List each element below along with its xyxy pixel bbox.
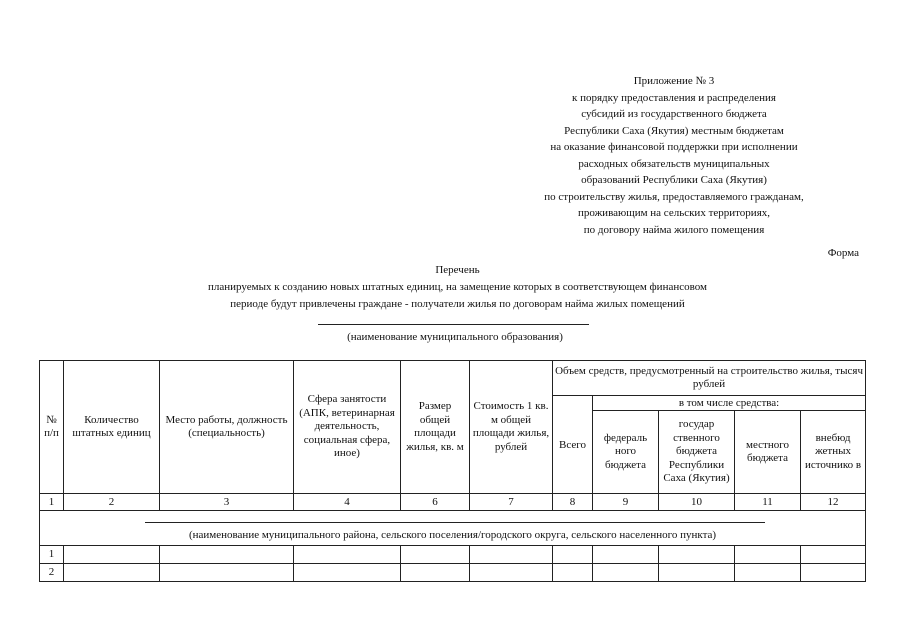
- header-funds: Объем средств, предусмотренный на строительство жилья, тысяч рублей: [553, 361, 866, 396]
- row-num-cell: 1: [40, 546, 64, 564]
- title-heading: Перечень: [435, 264, 480, 276]
- table-cell[interactable]: [735, 546, 801, 564]
- municipality-fill-line: [318, 324, 589, 325]
- row-num-cell: 2: [40, 564, 64, 582]
- appendix-line: субсидий из государственного бюджета: [581, 108, 767, 120]
- table-cell[interactable]: [64, 546, 160, 564]
- header-state: государ ственного бюджета Республики Саха (Якутия): [659, 411, 735, 494]
- column-number: 2: [64, 494, 160, 511]
- header-area: Размер общей площади жилья, кв. м: [401, 361, 470, 494]
- appendix-line: образований Республики Саха (Якутия): [581, 174, 767, 186]
- table-cell[interactable]: [294, 564, 401, 582]
- header-extra: внебюд жетных источнико в: [801, 411, 866, 494]
- appendix-line: к порядку предоставления и распределения: [572, 91, 776, 104]
- column-number: 10: [659, 494, 735, 511]
- column-number: 11: [735, 494, 801, 511]
- table-cell[interactable]: [294, 546, 401, 564]
- table-cell[interactable]: [401, 546, 470, 564]
- section-caption: (наименование муниципального района, сельского поселения/городского округа, сельского населенного пункта): [188, 529, 717, 541]
- appendix-line: на оказание финансовой поддержки при исполнении: [550, 141, 798, 153]
- header-local: местного бюджета: [735, 411, 801, 494]
- table-cell[interactable]: [160, 546, 294, 564]
- table-cell[interactable]: [470, 546, 553, 564]
- appendix-line: расходных обязательств муниципальных: [578, 157, 770, 170]
- title-line: периоде будут привлечены граждане - получатели жилья по договорам найма жилых помещений: [230, 298, 685, 310]
- title-line: планируемых к созданию новых штатных единиц, на замещение которых в соответствующем финансовом: [208, 281, 707, 293]
- column-number: 9: [593, 494, 659, 511]
- appendix-line: Приложение № 3: [633, 75, 715, 87]
- header-workplace: Место работы, должность (специальность): [160, 361, 294, 494]
- column-number: 8: [553, 494, 593, 511]
- appendix-block: [500, 73, 848, 238]
- table-cell[interactable]: [593, 546, 659, 564]
- table-cell[interactable]: [401, 564, 470, 582]
- column-number: 4: [294, 494, 401, 511]
- table-cell[interactable]: [593, 564, 659, 582]
- table-row: [40, 564, 866, 582]
- table-cell[interactable]: [553, 546, 593, 564]
- header-num: № п/п: [40, 361, 64, 494]
- appendix-line: проживающим на сельских территориях,: [577, 207, 771, 219]
- table-cell[interactable]: [801, 546, 866, 564]
- column-number: 7: [470, 494, 553, 511]
- document-title: [120, 262, 795, 313]
- table-cell[interactable]: [553, 564, 593, 582]
- header-total: Всего: [553, 396, 593, 494]
- header-sphere: Сфера занятости (АПК, ветеринарная деятельность, социальная сфера, иное): [294, 361, 401, 494]
- column-number: 3: [160, 494, 294, 511]
- header-including: в том числе средства:: [593, 396, 866, 411]
- column-number: 1: [40, 494, 64, 511]
- appendix-line: Республики Саха (Якутия) местным бюджетам: [564, 124, 784, 137]
- header-federal: федераль ного бюджета: [593, 411, 659, 494]
- table-row: [40, 546, 866, 564]
- column-number: 6: [401, 494, 470, 511]
- municipality-caption: (наименование муниципального образования): [347, 331, 563, 343]
- column-number: 12: [801, 494, 866, 511]
- table-cell[interactable]: [801, 564, 866, 582]
- section-row: [40, 511, 866, 546]
- form-label: Форма: [827, 247, 859, 259]
- header-count: Количество штатных единиц: [64, 361, 160, 494]
- section-fill-line: [145, 522, 765, 523]
- appendix-line: по договору найма жилого помещения: [583, 223, 765, 236]
- header-cost: Стоимость 1 кв. м общей площади жилья, рублей: [470, 361, 553, 494]
- appendix-line: по строительству жилья, предоставляемого гражданам,: [544, 190, 804, 203]
- table-cell[interactable]: [659, 564, 735, 582]
- table-cell[interactable]: [659, 546, 735, 564]
- table-cell[interactable]: [735, 564, 801, 582]
- table-cell[interactable]: [64, 564, 160, 582]
- table-cell[interactable]: [470, 564, 553, 582]
- staff-table: [39, 360, 866, 582]
- table-cell[interactable]: [160, 564, 294, 582]
